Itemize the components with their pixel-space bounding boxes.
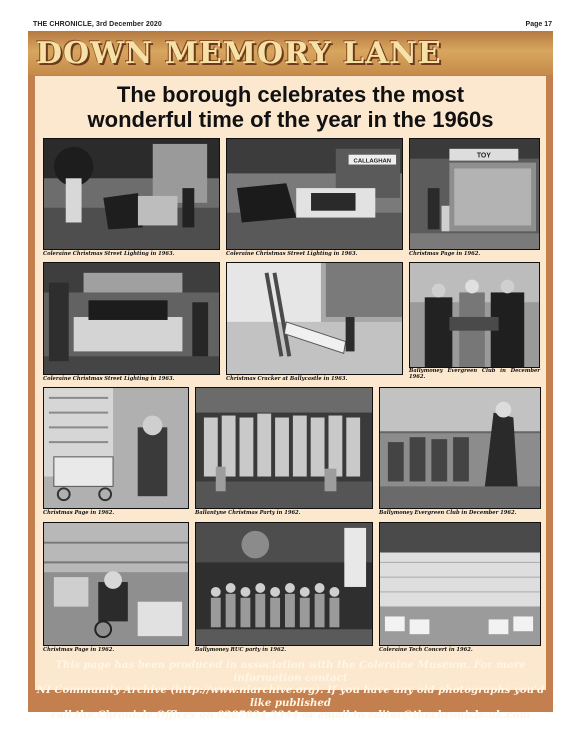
photo-street-lighting-float xyxy=(43,262,220,385)
photo-caption: Coleraine Tech Concert in 1962. xyxy=(379,647,473,653)
photo-caption: Coleraine Christmas Street Lighting in 1963. xyxy=(226,251,358,257)
photo-image xyxy=(195,387,373,509)
photo-christmas-cracker xyxy=(226,262,403,385)
photo-image xyxy=(43,387,189,509)
photo-caption: Christmas Page in 1962. xyxy=(43,647,115,653)
photo-caption: Christmas Cracker at Ballycastle in 1963. xyxy=(226,376,348,382)
headline-line-1: The borough celebrates the most xyxy=(116,82,465,107)
section-banner xyxy=(28,31,553,75)
photo-image xyxy=(43,262,220,375)
photo-caption: Coleraine Christmas Street Lighting in 1963. xyxy=(43,376,175,382)
photo-image xyxy=(409,138,540,250)
headline-line-2: wonderful time of the year in the 1960s xyxy=(87,107,494,132)
photo-street-lighting-callaghan xyxy=(226,138,403,260)
photo-toy-shop xyxy=(409,138,540,260)
photo-ballantyne-party xyxy=(195,387,373,519)
photo-image xyxy=(43,138,220,250)
footer-line-3: call the Chronicle Offices on 0287034 3344 or email to editor@thechronicle.uk.com xyxy=(50,709,531,721)
photo-image xyxy=(379,522,541,646)
photo-image xyxy=(226,138,403,250)
headline xyxy=(35,82,546,132)
photo-caption: Christmas Page in 1962. xyxy=(43,510,115,516)
photo-image xyxy=(409,262,540,368)
callaghan-sign: CALLAGHAN xyxy=(353,158,392,165)
photo-evergreen-club-women xyxy=(409,262,540,385)
footer-line-2: NI Community Archive (http://www.niarchive.org). If you have any old photographs you'd like published xyxy=(36,684,545,709)
photo-caption: Ballymoney Evergreen Club in December 1962. xyxy=(409,368,540,380)
photo-image xyxy=(379,387,541,509)
photo-street-lighting-santa xyxy=(43,138,220,260)
photo-image xyxy=(226,262,403,375)
feature-body xyxy=(35,76,546,690)
photo-caption: Ballantyne Christmas Party in 1962. xyxy=(195,510,301,516)
photo-christmas-page-toys xyxy=(43,522,189,656)
photo-christmas-page-dolls xyxy=(43,387,189,519)
footer-line-1: This page has been produced in association with the Coleraine Museum. For more information contact xyxy=(55,659,526,684)
page-number: Page 17 xyxy=(525,21,552,28)
masthead xyxy=(33,18,552,30)
photo-caption: Ballymoney Evergreen Club in December 1962. xyxy=(379,510,517,516)
footer-note xyxy=(35,659,546,722)
feature-panel xyxy=(28,31,553,721)
photo-caption: Coleraine Christmas Street Lighting in 1963. xyxy=(43,251,175,257)
photo-image xyxy=(195,522,373,646)
photo-ruc-party xyxy=(195,522,373,656)
section-title: DOWN MEMORY LANE xyxy=(36,36,442,71)
photo-caption: Christmas Page in 1962. xyxy=(409,251,481,257)
photo-evergreen-club-hall xyxy=(379,387,541,519)
photo-caption: Ballymoney RUC party in 1962. xyxy=(195,647,287,653)
photo-image xyxy=(43,522,189,646)
paper-dateline: THE CHRONICLE, 3rd December 2020 xyxy=(33,21,162,28)
toy-shop-sign: TOY xyxy=(476,152,491,160)
photo-tech-concert xyxy=(379,522,541,656)
